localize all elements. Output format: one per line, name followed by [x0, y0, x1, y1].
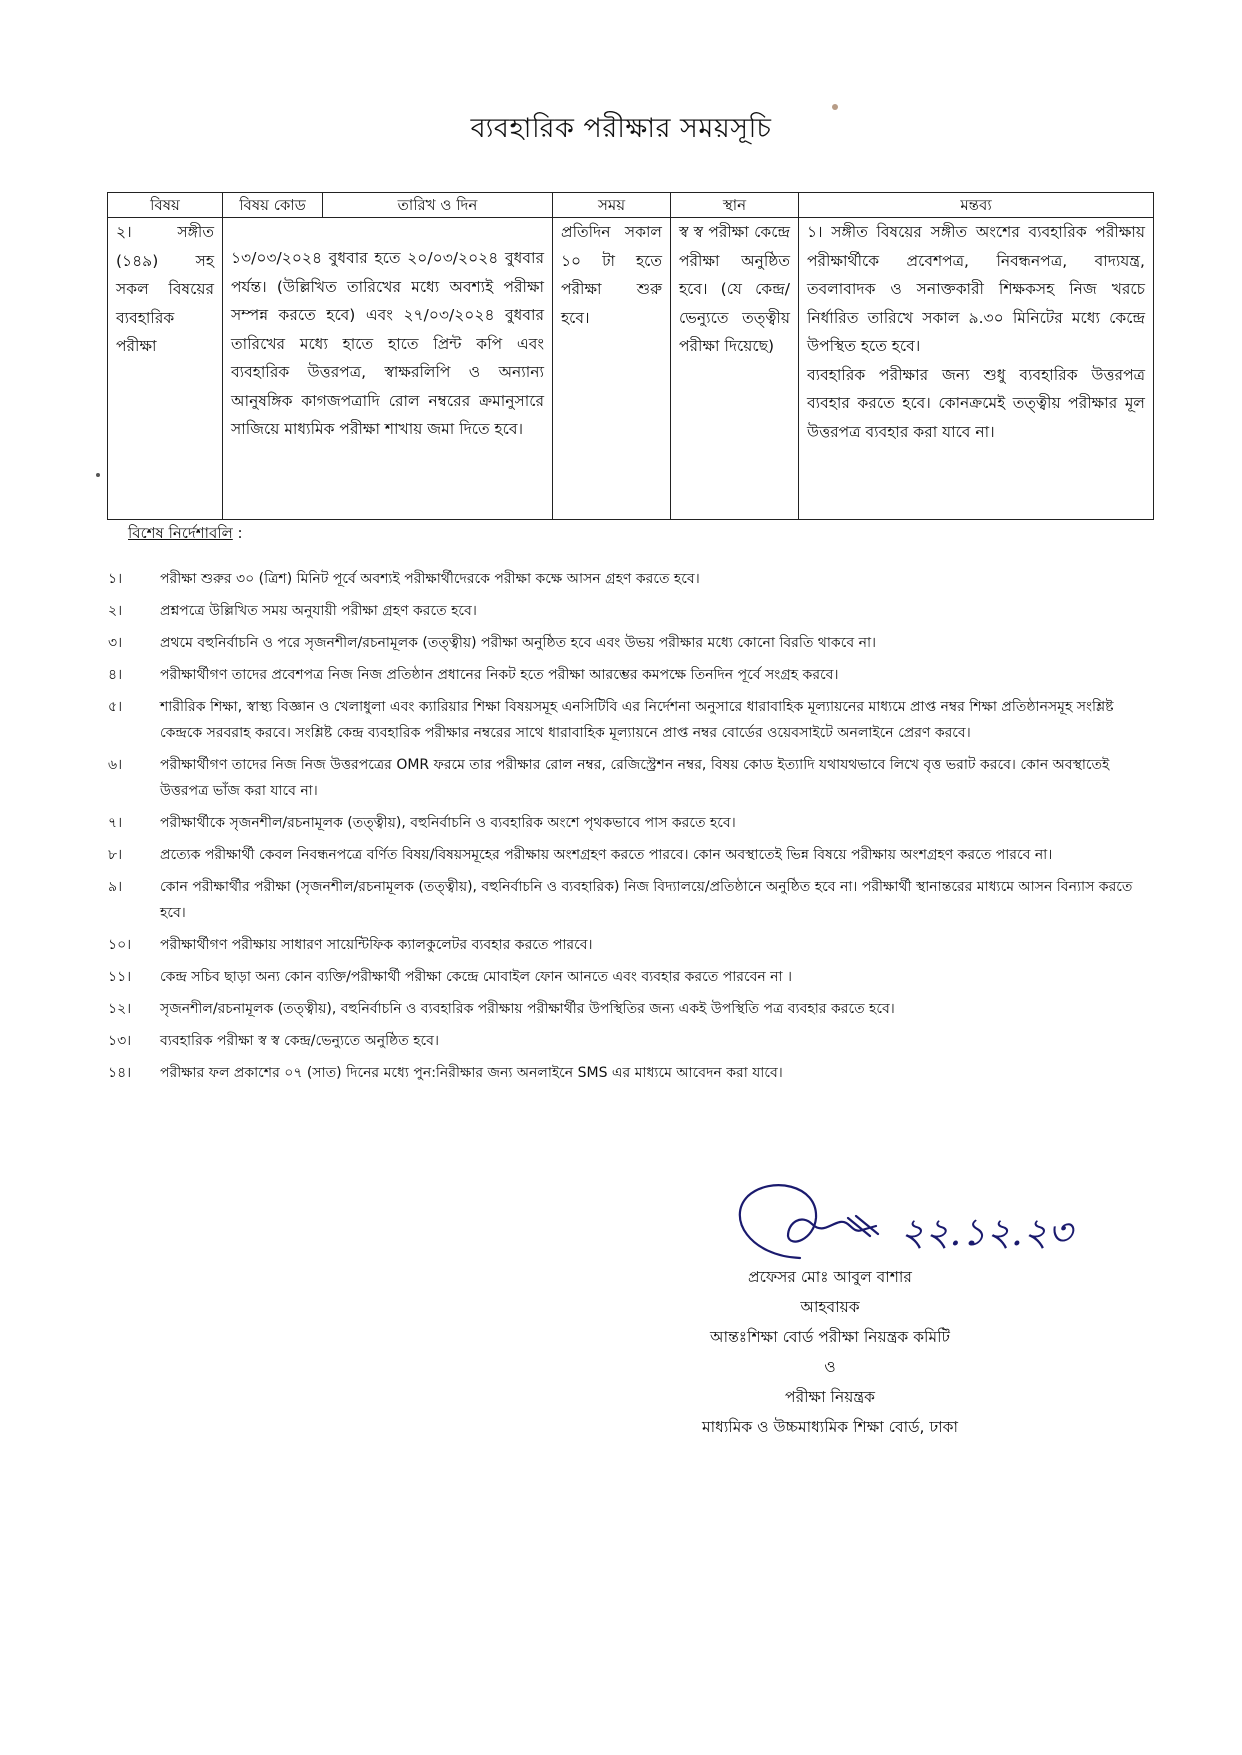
list-item-text: প্রত্যেক পরীক্ষার্থী কেবল নিবন্ধনপত্রে বর্ণিত বিষয়/বিষয়সমূহের পরীক্ষায় অংশগ্রহণ করতে পারবে। কোন অবস্থাতেই ভিন্ন বিষয়ে পরীক্ষায় অংশগ্রহণ করতে পারবে না। — [160, 847, 1053, 863]
header-date: তারিখ ও দিন — [323, 193, 553, 218]
list-item-text: পরীক্ষা শুরুর ৩০ (ত্রিশ) মিনিট পূর্বে অবশ্যই পরীক্ষার্থীদেরকে পরীক্ষা কক্ষে আসন গ্রহণ করতে হবে। — [160, 571, 700, 587]
header-time: সময় — [553, 193, 671, 218]
table-row — [108, 218, 1154, 520]
ink-spot — [96, 473, 100, 477]
remarks-point-1: ১। সঙ্গীত বিষয়ের সঙ্গীত অংশের ব্যবহারিক পরীক্ষায় পরীক্ষার্থীকে প্রবেশপত্র, নিবন্ধনপত্র, বাদ্যযন্ত্র, তবলাবাদক ও সনাক্তকারী শিক্ষকসহ নিজ খরচে নির্ধারিত তারিখে সকাল ৯.৩০ মিনিটের মধ্যে কেন্দ্রে উপস্থিত হতে হবে। — [807, 223, 1145, 355]
list-item-text: পরীক্ষার্থীগণ তাদের নিজ নিজ উত্তরপত্রের OMR ফরমে তার পরীক্ষার রোল নম্বর, রেজিস্ট্রেশন নম্বর, বিষয় কোড ইত্যাদি যথাযথভাবে লিখে বৃত্ত ভরাট করবে। কোন অবস্থাতেই উত্তরপত্র ভাঁজ করা যাবে না। — [160, 757, 1110, 799]
list-item — [108, 694, 1153, 746]
cell-date: ১৩/০৩/২০২৪ বুধবার হতে ২০/০৩/২০২৪ বুধবার পর্যন্ত। (উল্লিখিত তারিখের মধ্যে অবশ্যই পরীক্ষা সম্পন্ন করতে হবে) এবং ২৭/০৩/২০২৪ বুধবার তারিখের মধ্যে হাতে হাতে প্রিন্ট কপি এবং ব্যবহারিক উত্তরপত্র, স্বাক্ষরলিপি ও অন্যান্য আনুষঙ্গিক কাগজপত্রাদি রোল নম্বরের ক্রমানুসারে সাজিয়ে মাধ্যমিক পরীক্ষা শাখায় জমা দিতে হবে। — [223, 218, 553, 520]
list-item — [108, 810, 1153, 836]
page-title: ব্যবহারিক পরীক্ষার সময়সূচি — [470, 113, 772, 144]
list-item-text: ব্যবহারিক পরীক্ষা স্ব স্ব কেন্দ্র/ভেন্যুতে অনুষ্ঠিত হবে। — [160, 1033, 439, 1049]
list-item — [108, 874, 1153, 926]
signatory-block — [620, 1262, 1040, 1442]
list-item — [108, 842, 1153, 868]
signatory-role-2: পরীক্ষা নিয়ন্ত্রক — [785, 1388, 875, 1406]
signatory-role: আহবায়ক — [800, 1298, 860, 1316]
cell-venue: স্ব স্ব পরীক্ষা কেন্দ্রে পরীক্ষা অনুষ্ঠিত হবে। (যে কেন্দ্র/ ভেন্যুতে তত্ত্বীয় পরীক্ষা দিয়েছে) — [671, 218, 799, 520]
list-item-number: ৭। — [108, 815, 123, 831]
cell-subject: ২। সঙ্গীত (১৪৯) সহ সকল বিষয়ের ব্যবহারিক পরীক্ষা — [108, 218, 223, 520]
list-item-number: ১২। — [108, 1001, 132, 1017]
signature-date: ২২.১২.২৩ — [900, 1210, 1073, 1254]
instructions-heading-text: বিশেষ নির্দেশাবলি — [128, 524, 233, 542]
list-item — [108, 630, 1153, 656]
header-venue: স্থান — [671, 193, 799, 218]
list-item-number: ১। — [108, 571, 123, 587]
list-item-number: ৮। — [108, 847, 123, 863]
signatory-conjunction: ও — [824, 1358, 836, 1376]
list-item-number: ৬। — [108, 757, 123, 773]
remarks-point-2: ব্যবহারিক পরীক্ষার জন্য শুধু ব্যবহারিক উত্তরপত্র ব্যবহার করতে হবে। কোনক্রমেই তত্ত্বীয় পরীক্ষার মূল উত্তরপত্র ব্যবহার করা যাবে না। — [807, 365, 1145, 441]
list-item-number: ১০। — [108, 937, 132, 953]
schedule-table — [107, 192, 1154, 520]
instructions-list — [108, 566, 1153, 1092]
list-item-number: ৫। — [108, 699, 123, 715]
list-item — [108, 1060, 1153, 1086]
list-item — [108, 1028, 1153, 1054]
list-item-text: কেন্দ্র সচিব ছাড়া অন্য কোন ব্যক্তি/পরীক্ষার্থী পরীক্ষা কেন্দ্রে মোবাইল ফোন আনতে এবং ব্যবহার করতে পারবেন না । — [160, 969, 793, 985]
list-item — [108, 964, 1153, 990]
list-item-text: পরীক্ষার্থীগণ পরীক্ষায় সাধারণ সায়েন্টিফিক ক্যালকুলেটর ব্যবহার করতে পারবে। — [160, 937, 593, 953]
list-item-text: পরীক্ষার ফল প্রকাশের ০৭ (সাত) দিনের মধ্যে পুন:নিরীক্ষার জন্য অনলাইনে SMS এর মাধ্যমে আবেদন করা যাবে। — [160, 1065, 783, 1081]
instructions-heading: বিশেষ নির্দেশাবলি : — [128, 524, 243, 542]
list-item-number: ১৪। — [108, 1065, 132, 1081]
list-item-text: পরীক্ষার্থীগণ তাদের প্রবেশপত্র নিজ নিজ প্রতিষ্ঠান প্রধানের নিকট হতে পরীক্ষা আরম্ভের কমপক্ষে তিনদিন পূর্বে সংগ্রহ করবে। — [160, 667, 839, 683]
cell-remarks — [799, 218, 1154, 520]
list-item-text: কোন পরীক্ষার্থীর পরীক্ষা (সৃজনশীল/রচনামূলক (তত্ত্বীয়), বহুনির্বাচনি ও ব্যবহারিক) নিজ বিদ্যালয়ে/প্রতিষ্ঠানে অনুষ্ঠিত হবে না। পরীক্ষার্থী স্থানান্তরের মাধ্যমে আসন বিন্যাস করতে হবে। — [160, 879, 1133, 921]
list-item-number: ৪। — [108, 667, 123, 683]
header-remarks: মন্তব্য — [799, 193, 1154, 218]
list-item-number: ৯। — [108, 879, 123, 895]
ink-spot — [832, 104, 838, 110]
list-item — [108, 566, 1153, 592]
list-item — [108, 752, 1153, 804]
list-item-number: ২। — [108, 603, 123, 619]
signatory-committee: আন্তঃশিক্ষা বোর্ড পরীক্ষা নিয়ন্ত্রক কমিটি — [710, 1328, 950, 1346]
list-item-text: শারীরিক শিক্ষা, স্বাস্থ্য বিজ্ঞান ও খেলাধুলা এবং ক্যারিয়ার শিক্ষা বিষয়সমূহ এনসিটিবি এর নির্দেশনা অনুসারে ধারাবাহিক মূল্যায়নের মাধ্যমে প্রাপ্ত নম্বর শিক্ষা প্রতিষ্ঠানসমূহ সংশ্লিষ্ট কেন্দ্রকে সরবরাহ করবে। সংশ্লিষ্ট কেন্দ্র ব্যবহারিক পরীক্ষার নম্বরের সাথে ধারাবাহিক মূল্যায়নে প্রাপ্ত নম্বর বোর্ডের ওয়েবসাইটে অনলাইনে প্রেরণ করবে। — [160, 699, 1114, 741]
header-code: বিষয় কোড — [223, 193, 323, 218]
list-item — [108, 598, 1153, 624]
list-item — [108, 932, 1153, 958]
list-item-number: ১৩। — [108, 1033, 132, 1049]
list-item-number: ৩। — [108, 635, 123, 651]
list-item-text: পরীক্ষার্থীকে সৃজনশীল/রচনামূলক (তত্ত্বীয়), বহুনির্বাচনি ও ব্যবহারিক অংশে পৃথকভাবে পাস করতে হবে। — [160, 815, 736, 831]
list-item — [108, 996, 1153, 1022]
header-subject: বিষয় — [108, 193, 223, 218]
list-item-text: প্রথমে বহুনির্বাচনি ও পরে সৃজনশীল/রচনামূলক (তত্ত্বীয়) পরীক্ষা অনুষ্ঠিত হবে এবং উভয় পরীক্ষার মধ্যে কোনো বিরতি থাকবে না। — [160, 635, 877, 651]
list-item-text: সৃজনশীল/রচনামূলক (তত্ত্বীয়), বহুনির্বাচনি ও ব্যবহারিক পরীক্ষায় পরীক্ষার্থীর উপস্থিতির জন্য একই উপস্থিতি পত্র ব্যবহার করতে হবে। — [160, 1001, 895, 1017]
signatory-board: মাধ্যমিক ও উচ্চমাধ্যমিক শিক্ষা বোর্ড, ঢাকা — [702, 1418, 958, 1436]
list-item — [108, 662, 1153, 688]
list-item-number: ১১। — [108, 969, 132, 985]
cell-time: প্রতিদিন সকাল ১০ টা হতে পরীক্ষা শুরু হবে। — [553, 218, 671, 520]
signatory-name: প্রফেসর মোঃ আবুল বাশার — [748, 1268, 912, 1286]
list-item-text: প্রশ্নপত্রে উল্লিখিত সময় অনুযায়ী পরীক্ষা গ্রহণ করতে হবে। — [160, 603, 477, 619]
table-header-row — [108, 193, 1154, 218]
